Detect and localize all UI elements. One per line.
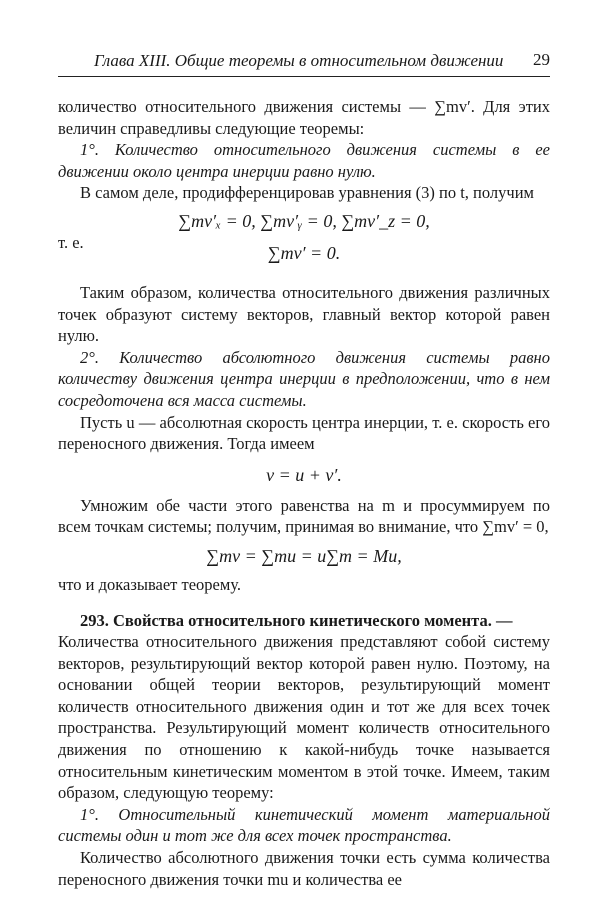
paragraph-qed: что и доказывает теорему. bbox=[58, 574, 242, 594]
running-header bbox=[58, 46, 550, 77]
paragraph-proof: В самом деле, продифференцировав уравнения (3) по t, получим bbox=[80, 183, 534, 203]
paragraph-velocity: Пусть u — абсолютная скорость центра инерции, т. е. скорость его переносного движения. Тогда имеем bbox=[58, 412, 550, 454]
theorem-3: 1°. Относительный кинетический момент материальной системы один и тот же для всех точек пространства. bbox=[58, 804, 550, 846]
paragraph-continuation: количество относительного движения системы — ∑mv′. Для этих величин справедливы следующие теоремы: bbox=[58, 97, 550, 138]
page-number: 29 bbox=[533, 50, 550, 69]
ie-label: т. е. bbox=[58, 232, 84, 252]
paragraph-conclusion: Таким образом, количества относительного движения различных точек образуют систему векторов, главный вектор которой равен нулю. bbox=[58, 282, 550, 346]
formula-components bbox=[58, 204, 550, 252]
paragraph-multiply: Умножим обе части этого равенства на m и просуммируем по всем точкам системы; получим, принимая во внимание, что ∑mv′ = 0, bbox=[58, 495, 550, 537]
theorem-2: 2°. Количество абсолютного движения системы равно количеству движения центра инерции в предположении, что в нем сосредоточена вся масса системы. bbox=[58, 347, 550, 410]
formula-velocity: v = u + v′. bbox=[266, 464, 342, 485]
section-heading: 293. Свойства относительного кинетического момента. — bbox=[80, 610, 513, 630]
chapter-title: Глава XIII. Общие теоремы в относительном движении bbox=[94, 51, 504, 70]
paragraph-absolute: Количество абсолютного движения точки есть сумма количества переносного движения точки mu и количества ее bbox=[58, 848, 550, 889]
theorem-1: 1°. Количество относительного движения системы в ее движении около центра инерции равно нулю. bbox=[58, 140, 550, 181]
paragraph-section-text: Количества относительного движения представляют собой систему векторов, результирующий вектор которой равен нулю. Поэтому, на основании общей теории векторов, результирующий момент количеств относительного движения один и тот же для всех точек пространства. Результирующий момент количеств относительного движения по отношению к какой-нибудь точке называется относительным кинетическим моментом в этой точке. Имеем, таким образом, следующую теорему: bbox=[58, 632, 550, 803]
page-body bbox=[58, 96, 550, 890]
formula-momentum: ∑mv = ∑mu = u∑m = Mu, bbox=[206, 545, 402, 566]
formula-components-text: ∑mv′ₓ = 0, ∑mv′ᵧ = 0, ∑mv′_z = 0, bbox=[178, 210, 430, 231]
formula-sum-zero: ∑mv′ = 0. bbox=[267, 242, 341, 263]
